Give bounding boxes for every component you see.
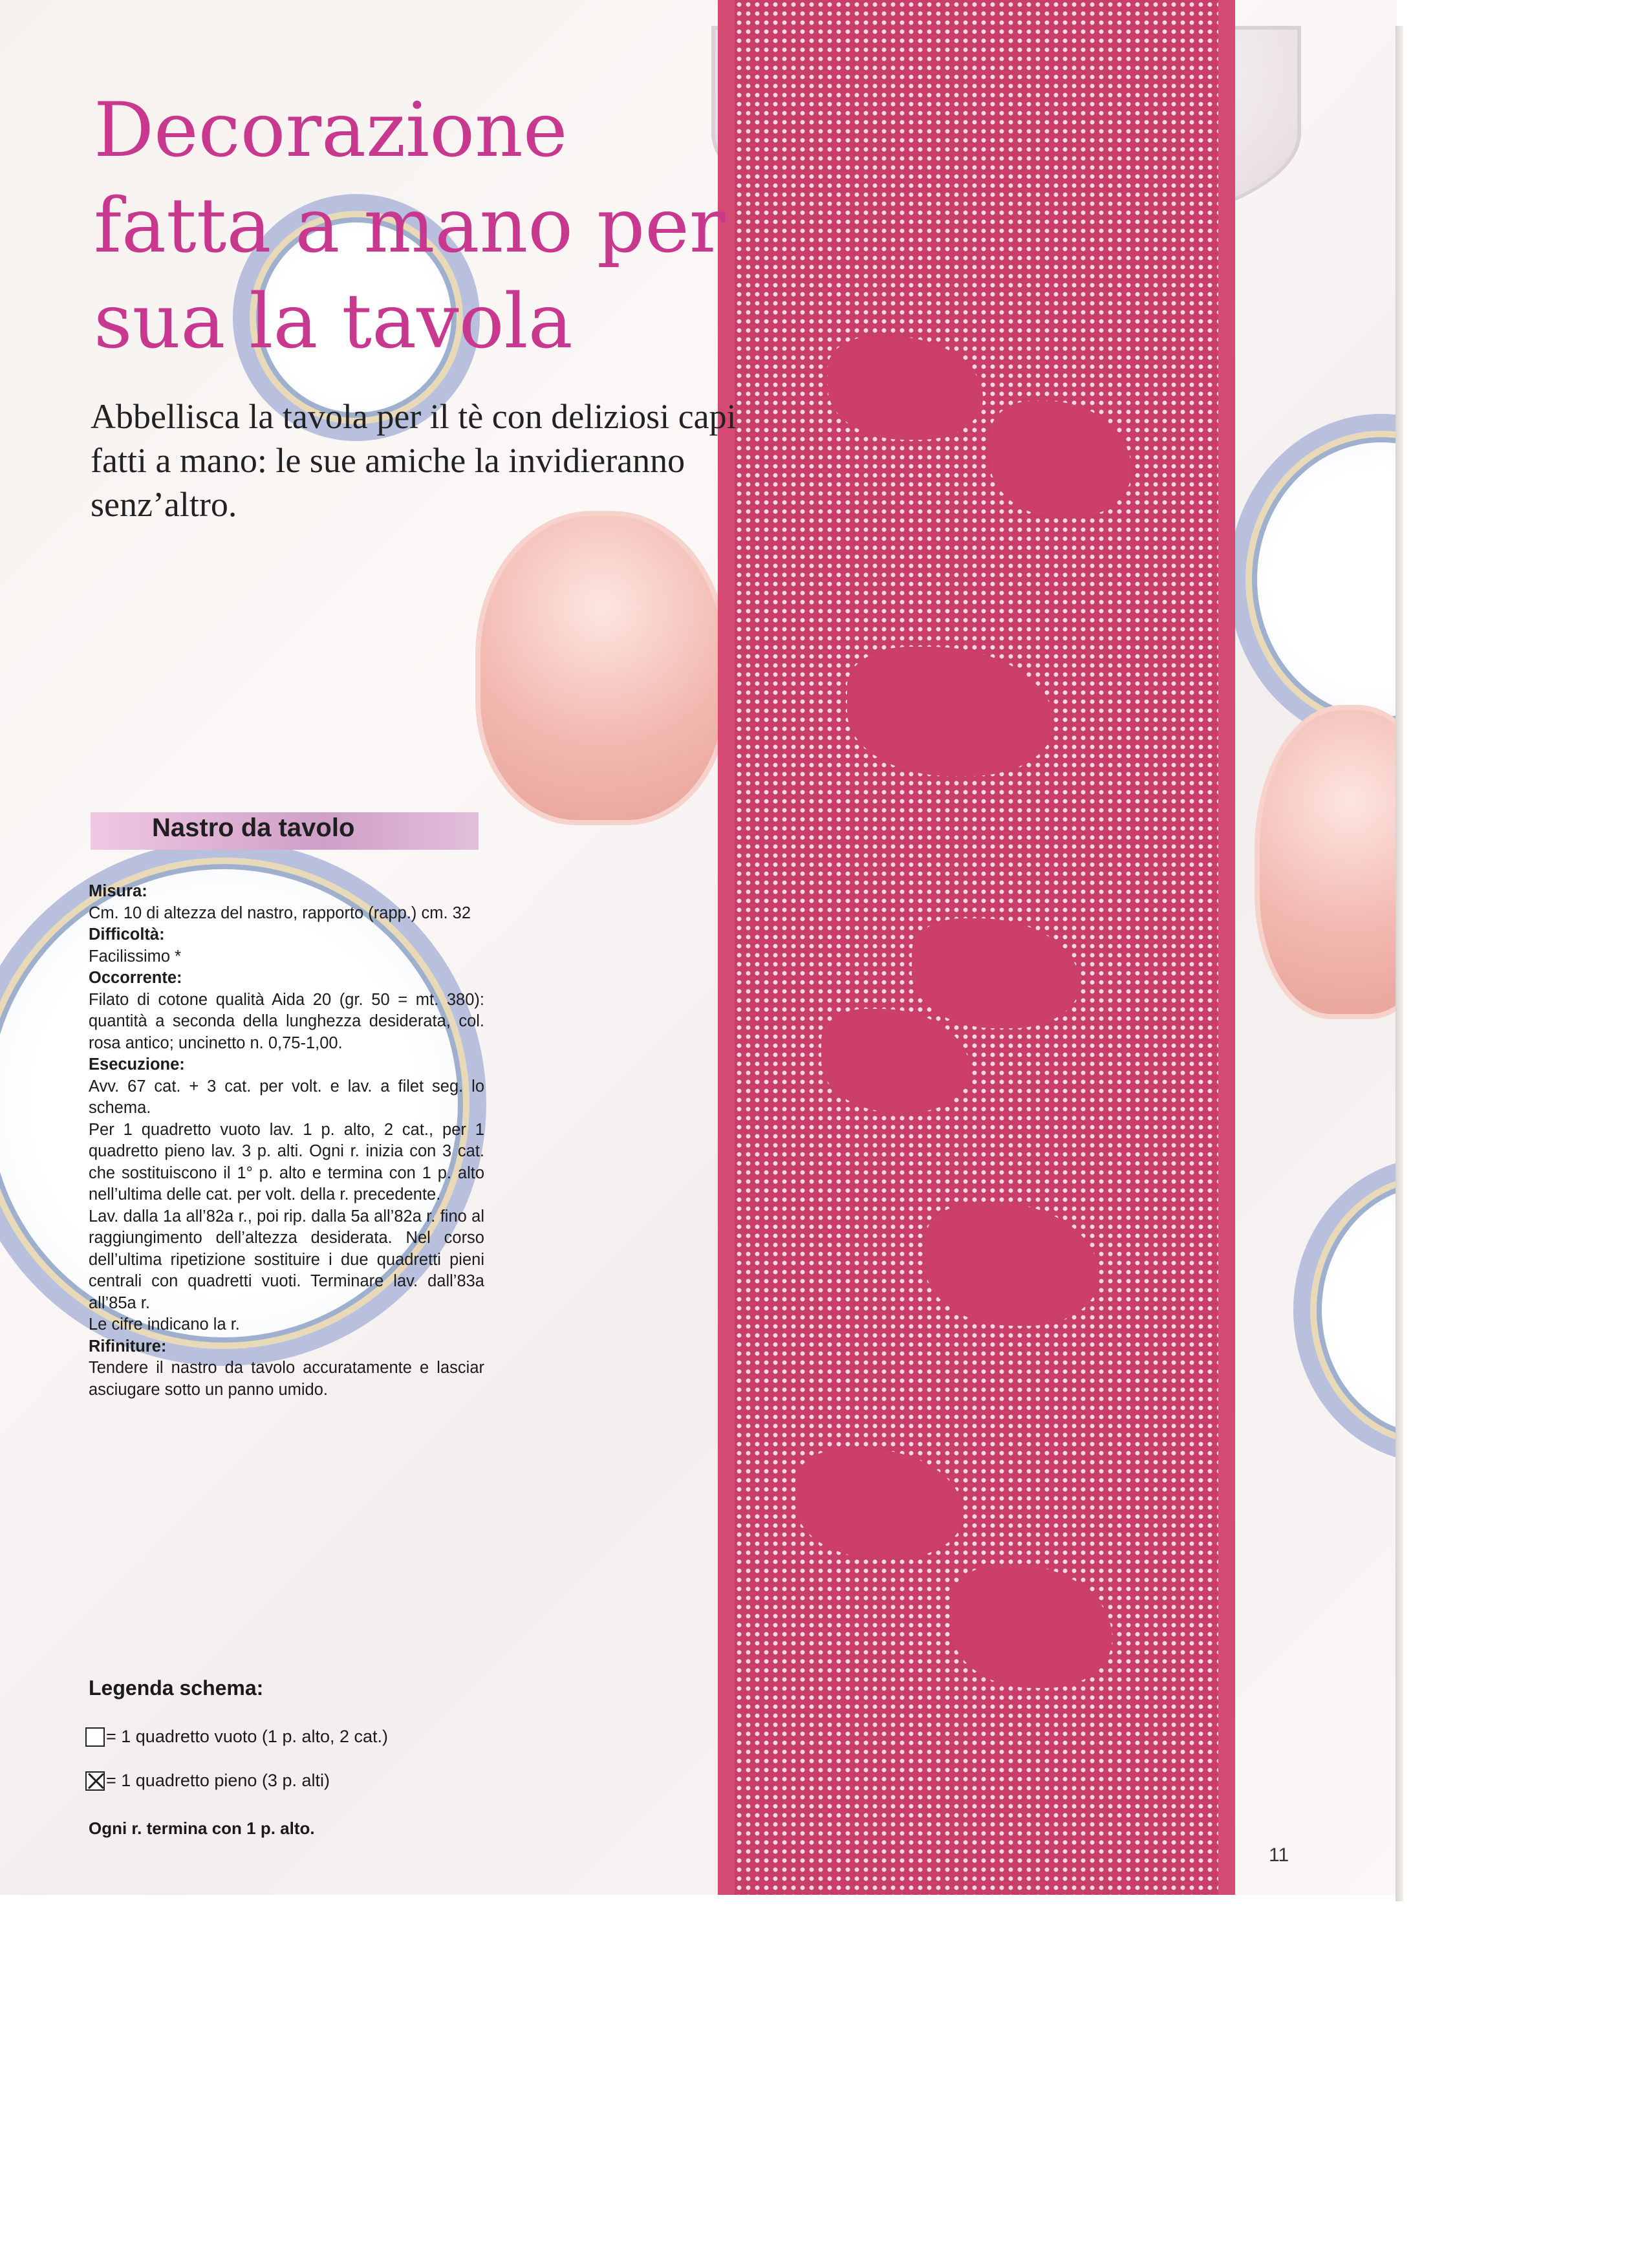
crochet-table-runner	[718, 0, 1235, 1895]
page-number: 11	[1269, 1844, 1289, 1866]
right-plate-top	[1229, 414, 1397, 745]
page-edge	[1396, 26, 1403, 1901]
legend-full-row	[85, 1771, 330, 1791]
misura-text: Cm. 10 di altezza del nastro, rapporto (rapp.) cm. 32	[89, 903, 471, 922]
occorrente-text: Filato di cotone qualità Aida 20 (gr. 50 = mt. 380): quantità a seconda della lunghezza desiderata, col. rosa antico; uncinetto n. 0,75-1,00.	[89, 990, 484, 1052]
footer-note: Ogni r. termina con 1 p. alto.	[89, 1819, 315, 1838]
rifiniture-text: Tendere il nastro da tavolo accuratamente e lasciar asciugare sotto un panno umido.	[89, 1359, 484, 1399]
esecuzione-text: Avv. 67 cat. + 3 cat. per volt. e lav. a filet seg. lo schema.	[89, 1077, 484, 1117]
empty-square-icon	[85, 1727, 105, 1747]
candle-holder-left	[475, 511, 728, 825]
esecuzione-text: Lav. dalla 1a all’82a r., poi rip. dalla 5a all’82a r. fino al raggiungimento dell’altezza desiderata. Nel corso dell’ultima ripetizione sostituire i due quadretti pieni centrali con quadretti vuoti. Terminare lav. dall’83a all’85a r.	[89, 1207, 484, 1312]
esecuzione-label: Esecuzione:	[89, 1055, 185, 1074]
section-title: Nastro da tavolo	[152, 814, 355, 842]
candle-holder-right	[1255, 705, 1397, 1019]
page-subtitle: Abbellisca la tavola per il tè con deliziosi capi fatti a mano: le sue amiche la invidieranno senz’altro.	[91, 397, 737, 524]
crossed-square-icon	[85, 1771, 105, 1791]
difficolta-label: Difficoltà:	[89, 925, 165, 944]
difficolta-text: Facilissimo *	[89, 947, 182, 966]
right-plate-bottom	[1293, 1158, 1397, 1463]
rifiniture-label: Rifiniture:	[89, 1337, 167, 1355]
esecuzione-text: Le cifre indicano la r.	[89, 1315, 240, 1334]
esecuzione-text: Per 1 quadretto vuoto lav. 1 p. alto, 2 cat., per 1 quadretto pieno lav. 3 p. alti. Ogni r. inizia con 3 cat. che sostituiscono il 1° p. alto e termina con 1 p. alto nell’ultima delle cat. per volt. della r. precedente.	[89, 1120, 484, 1204]
legend-full-label: = 1 quadretto pieno (3 p. alti)	[106, 1771, 330, 1790]
page-title: Decorazione fatta a mano per sua la tavola	[94, 87, 726, 365]
instructions-block	[89, 881, 484, 1401]
legend-title: Legenda schema:	[89, 1676, 264, 1700]
legend-empty-label: = 1 quadretto vuoto (1 p. alto, 2 cat.)	[106, 1727, 389, 1746]
legend-empty-row	[85, 1727, 388, 1747]
misura-label: Misura:	[89, 882, 147, 900]
occorrente-label: Occorrente:	[89, 969, 182, 987]
